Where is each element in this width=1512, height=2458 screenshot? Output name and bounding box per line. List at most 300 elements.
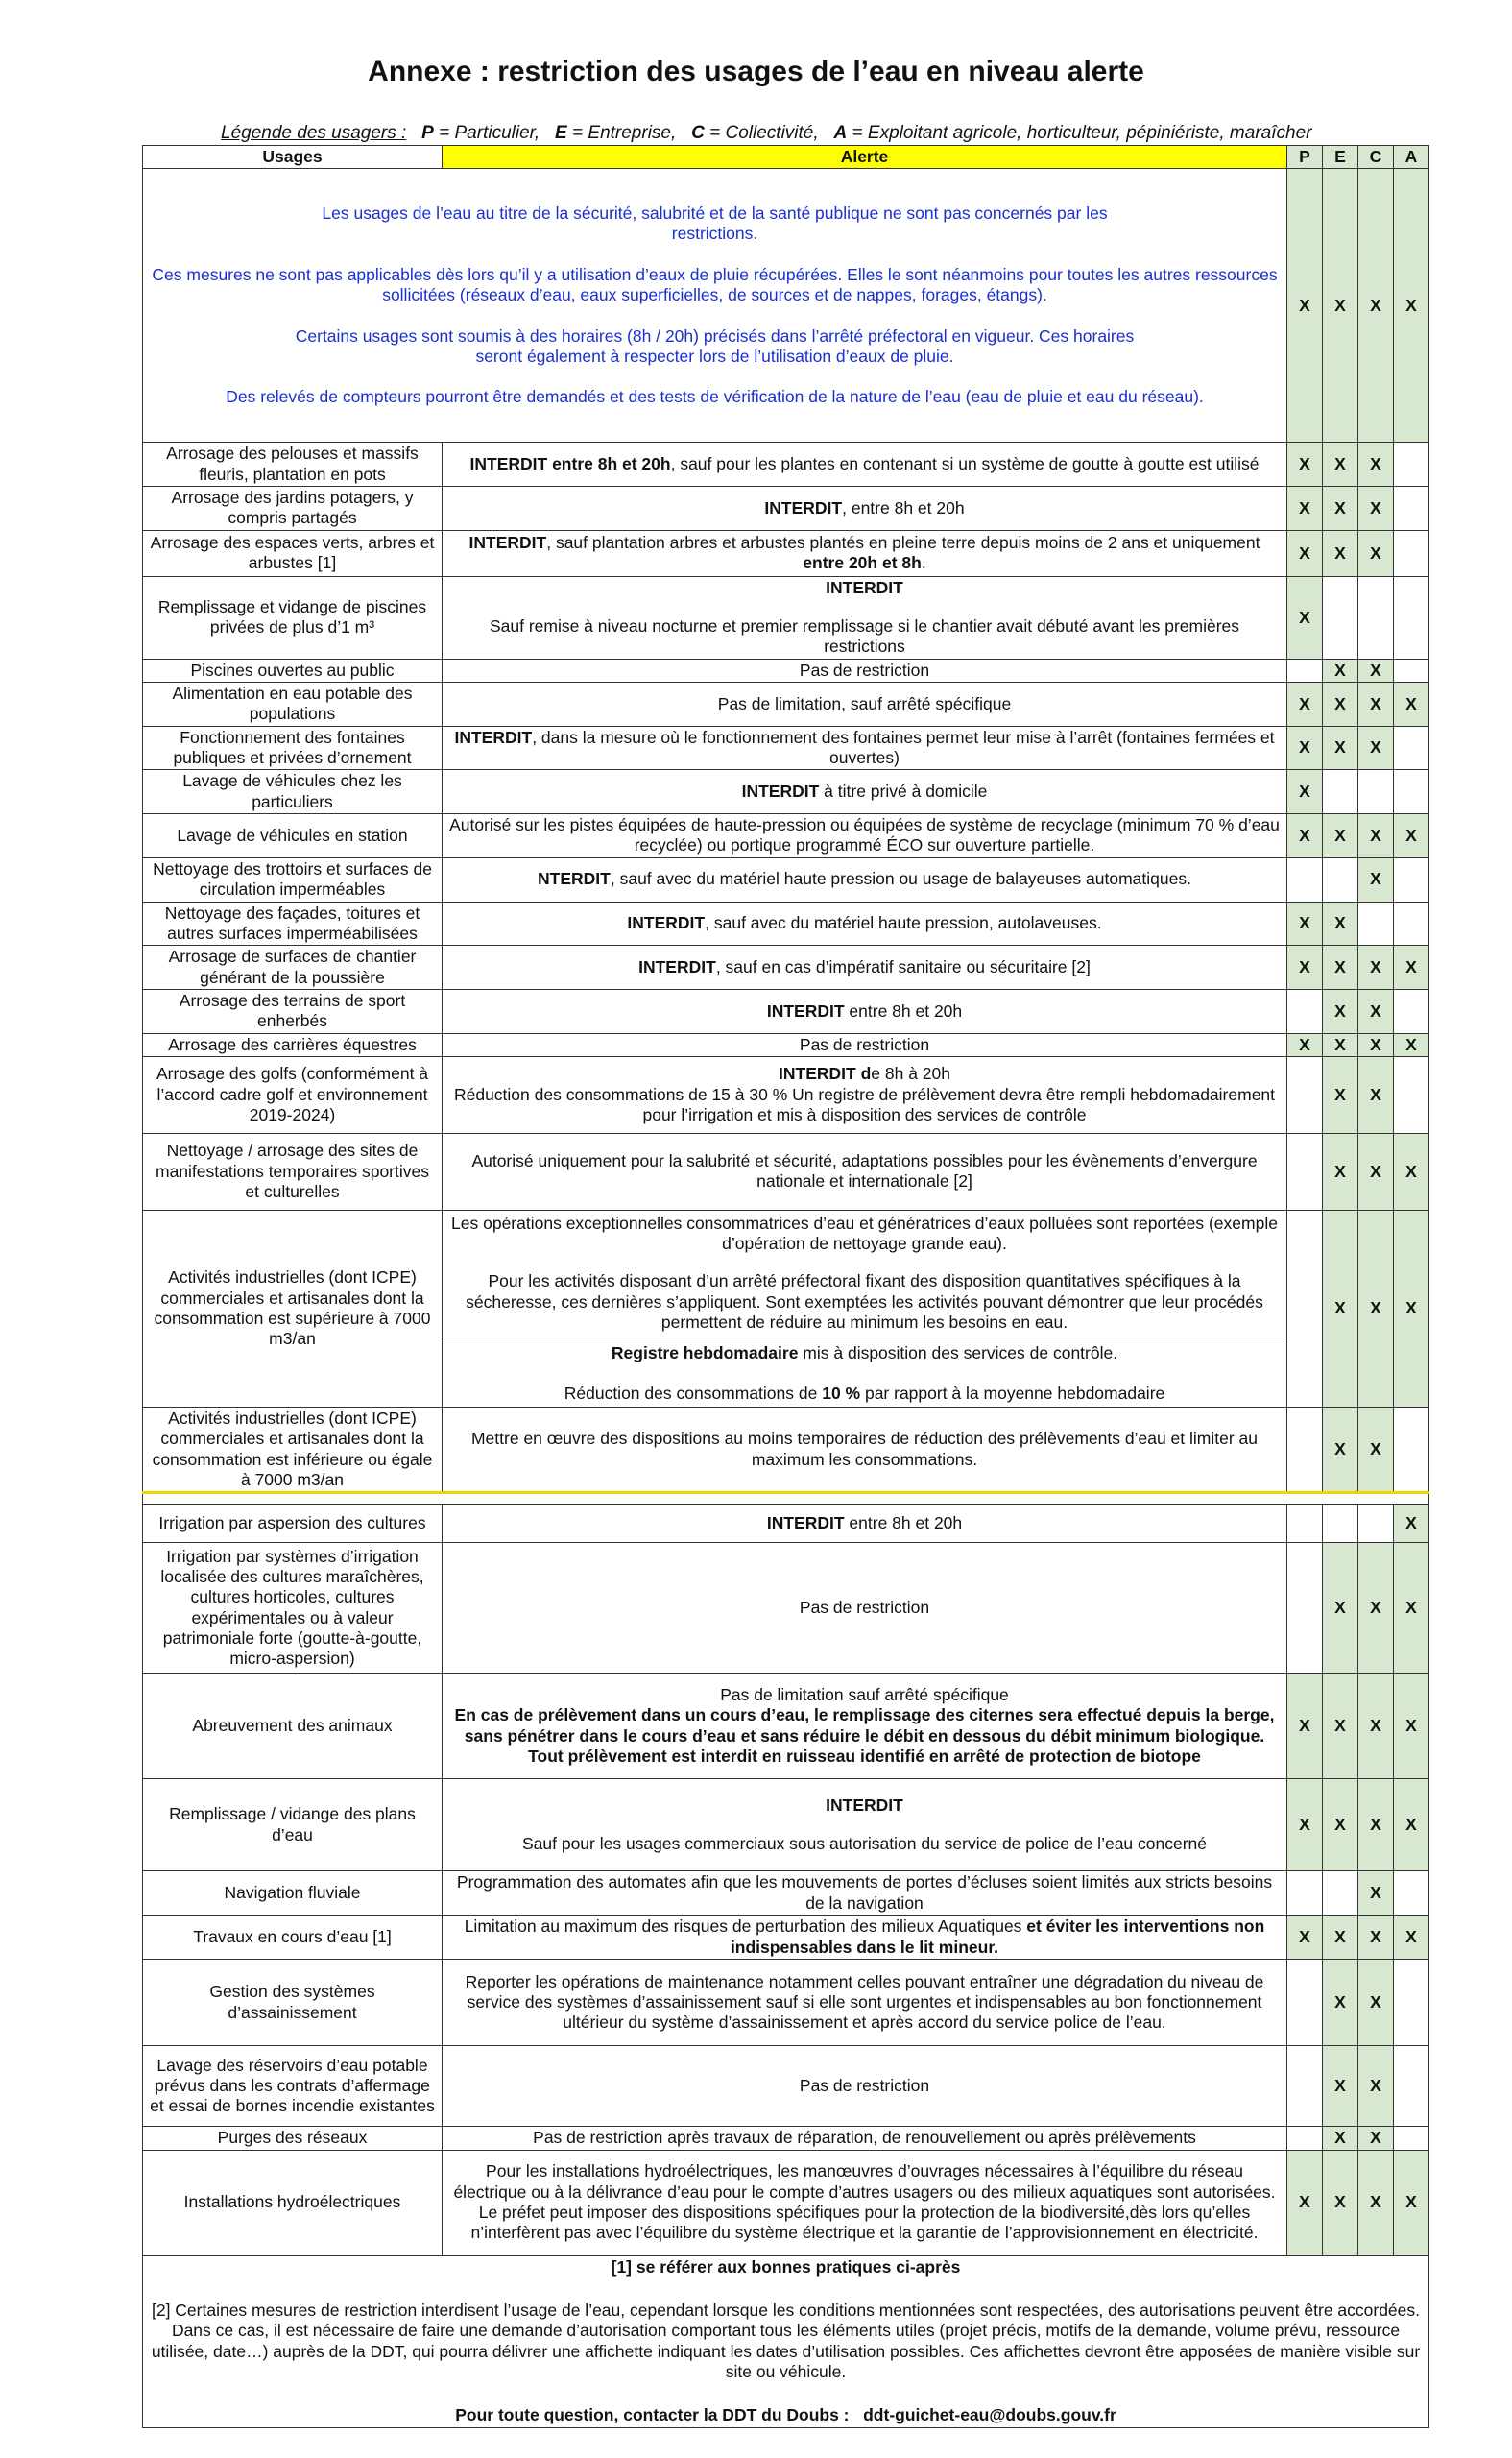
cell-c: X	[1358, 1133, 1394, 1210]
industry-small-row	[143, 1407, 1429, 1492]
table-row	[143, 1543, 1429, 1674]
measure-line	[447, 661, 1282, 681]
cell-a	[1394, 1960, 1429, 2046]
measure-line	[447, 1598, 1282, 1618]
measure-text: Pas de restriction après travaux de réparation, de renouvellement ou après prélèvements	[533, 2128, 1196, 2148]
measure-line	[447, 578, 1282, 598]
measure-text: , sauf plantation arbres et arbustes plantés en pleine terre depuis moins de 2 ans et uniquement	[546, 532, 1260, 552]
cell-p	[1287, 989, 1323, 1033]
cell-e: X	[1323, 1779, 1358, 1871]
table-row	[143, 726, 1429, 770]
measure-extra: Sauf pour les usages commerciaux sous autorisation du service de police de l’eau concerné	[521, 1833, 1208, 1853]
cell-p	[1287, 1133, 1323, 1210]
legend-text-e: = Entreprise,	[572, 123, 677, 143]
cell-a	[1394, 487, 1429, 531]
table-row	[143, 487, 1429, 531]
measure-line	[447, 1001, 1282, 1022]
cell-a	[1394, 857, 1429, 902]
measure-line	[447, 1795, 1282, 1816]
legend-text-c: = Collectivité,	[709, 123, 819, 143]
table-row	[143, 1871, 1429, 1916]
measure-text: Pour les installations hydroélectriques, les manœuvres d’ouvrages nécessaires à l’équilibre du réseau électrique ou à la délivrance d’eau pour le compte d’autres usagers ou des milieux aquatiques sont autorisées. Le préfet peut imposer des dispositions spécifiques pour la protection de la biodiversité,dès lors qu’elles n’interfèrent pas avec l’équilibre du système électrique et la garantie de l’approvisionnement en électricité.	[453, 2161, 1276, 2243]
cell-e: X	[1323, 1960, 1358, 2046]
cell-p: X	[1287, 2150, 1323, 2255]
measure-text: Pas de restriction	[799, 1034, 930, 1054]
table-row	[143, 1505, 1429, 1543]
cell-p: X	[1287, 946, 1323, 990]
measure-text: e 8h à 20h	[871, 1064, 950, 1084]
measure-text: Pas de limitation, sauf arrêté spécifique	[717, 693, 1012, 713]
usage-cell: Gestion des systèmes d’assainissement	[143, 1960, 443, 2046]
usage-cell: Piscines ouvertes au public	[143, 659, 443, 682]
intro-text	[143, 169, 1287, 443]
cell-a: X	[1394, 814, 1429, 858]
cell-p: X	[1287, 726, 1323, 770]
measure-text: Réduction des consommations de	[564, 1383, 823, 1403]
header-e: E	[1323, 146, 1358, 169]
usage-cell: Arrosage des pelouses et massifs fleuris, plantation en pots	[143, 443, 443, 487]
cell-e: X	[1323, 1674, 1358, 1779]
measure-cell	[443, 659, 1287, 682]
cell-a: X	[1394, 1674, 1429, 1779]
measure-text: entre 8h et 20h	[844, 1000, 963, 1021]
cell-e: X	[1323, 2150, 1358, 2255]
measure-text: Limitation au maximum des risques de perturbation des milieux Aquatiques	[464, 1916, 1027, 1937]
measure-bold-block: En cas de prélèvement dans un cours d’eau, le remplissage des citernes sera effectué depuis la berge, sans pénétrer dans le cours d’eau et sans réduire le débit en dessous du débit minimum biologique. Tout prélèvement est interdit en ruisseau identifié en arrêté de protection de biotope	[454, 1705, 1275, 1767]
measure-line	[447, 1872, 1282, 1914]
table-row	[143, 1133, 1429, 1210]
measure-bold: INTERDIT	[766, 1000, 845, 1021]
measure-bold: INTERDIT	[764, 497, 843, 518]
measure-line	[447, 694, 1282, 714]
usage-cell: Lavage de véhicules chez les particuliers	[143, 770, 443, 814]
measure-text: mis à disposition des services de contrôle.	[798, 1343, 1118, 1363]
cell-c: X	[1358, 487, 1394, 531]
cell-e: X	[1323, 530, 1358, 576]
footnote-1: [1] se référer aux bonnes pratiques ci-après	[611, 2256, 961, 2277]
measure-cell	[443, 946, 1287, 990]
industry-row	[143, 1210, 1429, 1407]
usage-cell: Abreuvement des animaux	[143, 1674, 443, 1779]
measure-cell	[443, 1674, 1287, 1779]
measure-line	[447, 1151, 1282, 1193]
cell-c: X	[1358, 857, 1394, 902]
cell-a: X	[1394, 1543, 1429, 1674]
cell-c	[1358, 902, 1394, 946]
table-separator	[143, 1493, 1429, 1505]
cell-e: X	[1323, 1033, 1358, 1056]
measure-bold: entre 20h et 8h	[803, 553, 922, 573]
measure-line	[447, 957, 1282, 977]
measure-text: à titre privé à domicile	[819, 782, 988, 802]
measure-bold: INTERDIT	[627, 913, 706, 933]
measure-extra: Sauf remise à niveau nocturne et premier remplissage si le chantier avait débuté avant les premières restrictions	[489, 615, 1240, 656]
measure-text: Pas de restriction	[799, 1598, 930, 1618]
cell-a: X	[1394, 683, 1429, 727]
cell-e: X	[1323, 2046, 1358, 2127]
cell-p: X	[1287, 576, 1323, 659]
usage-cell: Activités industrielles (dont ICPE) commerciales et artisanales dont la consommation est supérieure à 7000 m3/an	[143, 1210, 443, 1407]
contact-text: Pour toute question, contacter la DDT du Doubs :	[455, 2405, 850, 2425]
measure-line	[447, 1972, 1282, 2034]
measure-bold: INTERDIT	[638, 956, 716, 976]
measure-line	[447, 1064, 1282, 1084]
measure-line	[447, 913, 1282, 933]
legend-code-e: E	[555, 123, 567, 143]
measure-text: Autorisé uniquement pour la salubrité et sécurité, adaptations possibles pour les évènements d’envergure nationale et internationale [2]	[471, 1151, 1258, 1192]
cell-e: X	[1323, 1407, 1358, 1492]
cell-c: X	[1358, 1960, 1394, 2046]
table-row	[143, 770, 1429, 814]
table-row	[143, 1916, 1429, 1960]
cell-p: X	[1287, 1779, 1323, 1871]
measure-cell	[443, 770, 1287, 814]
cell-c: X	[1358, 443, 1394, 487]
measure-bold: et éviter les interventions non indispensables dans le lit mineur.	[730, 1916, 1265, 1957]
cell-a	[1394, 576, 1429, 659]
measure-line	[447, 1035, 1282, 1055]
measure-line	[447, 869, 1282, 889]
cell-a: X	[1394, 2150, 1429, 2255]
measure-bold: INTERDIT	[741, 782, 820, 802]
legend-code-c: C	[691, 123, 705, 143]
usage-cell: Activités industrielles (dont ICPE) commerciales et artisanales dont la consommation est inférieure ou égale à 7000 m3/an	[143, 1407, 443, 1492]
measure-cell	[443, 1133, 1287, 1210]
measure-cell	[443, 1960, 1287, 2046]
cell-e: X	[1323, 902, 1358, 946]
cell-c: X	[1358, 1056, 1394, 1133]
footnote-2: [2] Certaines mesures de restriction interdisent l’usage de l’eau, cependant lorsque les conditions mentionnées sont respectées, des autorisations peuvent être accordées. Dans ce cas, il est nécessaire de faire une demande d’autorisation comportant tous les éléments utiles (projet précis, motifs de la demande, volume prévu, ressource utilisée, date…) auprès de la DDT, qui pourra délivrer une affichette indiquant les dates d’utilisation possibles. Ces affichettes devront être apposées de manière visible sur site ou véhicule.	[151, 2300, 1421, 2381]
legend	[221, 123, 1373, 144]
table-row	[143, 659, 1429, 682]
measure-text: , sauf en cas d’impératif sanitaire ou sécuritaire [2]	[715, 956, 1091, 976]
measure-bold: INTERDIT	[826, 1795, 903, 1816]
cell-a: X	[1394, 1210, 1429, 1407]
cell-c: X	[1358, 989, 1394, 1033]
measure-cell	[443, 2046, 1287, 2127]
cell-p: X	[1287, 487, 1323, 531]
measure-line	[447, 498, 1282, 518]
usage-cell: Nettoyage des façades, toitures et autres surfaces imperméabilisées	[143, 902, 443, 946]
usage-cell: Arrosage de surfaces de chantier générant de la poussière	[143, 946, 443, 990]
cell-e	[1323, 857, 1358, 902]
cell-c	[1358, 770, 1394, 814]
usage-cell: Fonctionnement des fontaines publiques et privées d’ornement	[143, 726, 443, 770]
cell-e: X	[1323, 814, 1358, 858]
cell-p	[1287, 1210, 1323, 1407]
table-row	[143, 1033, 1429, 1056]
cell-a: X	[1394, 1779, 1429, 1871]
cell-c: X	[1358, 726, 1394, 770]
cell-a	[1394, 2127, 1429, 2150]
measure-cell	[443, 1871, 1287, 1916]
cell-a	[1394, 1871, 1429, 1916]
cell-p: X	[1287, 443, 1323, 487]
table-row	[143, 530, 1429, 576]
cell-c: X	[1358, 169, 1394, 443]
intro-paragraph: Certains usages sont soumis à des horaires (8h / 20h) précisés dans l’arrêté préfectoral en vigueur. Ces horaires seront également à respecter lors de l’utilisation d’eaux de pluie.	[295, 325, 1135, 366]
measure-bold: INTERDIT	[468, 532, 547, 552]
header-a: A	[1394, 146, 1429, 169]
table-row	[143, 576, 1429, 659]
cell-p	[1287, 1543, 1323, 1674]
header-p: P	[1287, 146, 1323, 169]
cell-e: X	[1323, 169, 1358, 443]
measure-cell	[443, 726, 1287, 770]
measure-text: par rapport à la moyenne hebdomadaire	[860, 1383, 1165, 1403]
cell-c: X	[1358, 1543, 1394, 1674]
usage-cell: Remplissage et vidange de piscines privées de plus d’1 m³	[143, 576, 443, 659]
cell-p: X	[1287, 169, 1323, 443]
usage-cell: Installations hydroélectriques	[143, 2150, 443, 2255]
intro-paragraph: Les usages de l’eau au titre de la sécurité, salubrité et de la santé publique ne sont pas concernés par les restrictions.	[322, 204, 1108, 244]
cell-a: X	[1394, 1916, 1429, 1960]
cell-e: X	[1323, 946, 1358, 990]
measure-text: Programmation des automates afin que les mouvements de portes d’écluses soient limités aux stricts besoins de la navigation	[456, 1872, 1273, 1913]
measure-cell: Mettre en œuvre des dispositions au moins temporaires de réduction des prélèvements d’eau et limiter au maximum les consommations.	[443, 1407, 1287, 1492]
cell-c: X	[1358, 1674, 1394, 1779]
table-row	[143, 814, 1429, 858]
measure-line	[447, 782, 1282, 802]
usage-cell: Nettoyage des trottoirs et surfaces de circulation imperméables	[143, 857, 443, 902]
cell-p: X	[1287, 1674, 1323, 1779]
measure-text: Autorisé sur les pistes équipées de haute-pression ou équipées de système de recyclage (minimum 70 % d’eau recyclée) ou portique programmé ÉCO sur ouverture partielle.	[449, 815, 1280, 855]
measure-cell	[443, 2127, 1287, 2150]
measure-line	[447, 728, 1282, 769]
cell-a: X	[1394, 1033, 1429, 1056]
table-row	[143, 443, 1429, 487]
measure-text: Reporter les opérations de maintenance notamment celles pouvant entraîner une dégradation du niveau de service des systèmes d’assainissement sauf si elle sont urgentes et indispensables au bon fonctionnement ultérieur du système d’assainissement et après accord du service police de l’eau.	[465, 1971, 1264, 2033]
usage-cell: Arrosage des terrains de sport enherbés	[143, 989, 443, 1033]
usage-cell: Nettoyage / arrosage des sites de manifestations temporaires sportives et culturelles	[143, 1133, 443, 1210]
measure-bold: INTERDIT	[826, 578, 903, 598]
cell-a: X	[1394, 1505, 1429, 1543]
cell-e: X	[1323, 1056, 1358, 1133]
usage-cell: Arrosage des jardins potagers, y compris partagés	[143, 487, 443, 531]
cell-c: X	[1358, 1210, 1394, 1407]
usage-cell: Irrigation par systèmes d’irrigation localisée des cultures maraîchères, cultures horticoles, cultures expérimentales ou à valeur patrimoniale forte (goutte-à-goutte, micro-aspersion)	[143, 1543, 443, 1674]
cell-c: X	[1358, 814, 1394, 858]
table-row	[143, 1960, 1429, 2046]
measure-text: , entre 8h et 20h	[842, 497, 965, 518]
cell-e: X	[1323, 1210, 1358, 1407]
usage-cell: Arrosage des carrières équestres	[143, 1033, 443, 1056]
legend-text-a: = Exploitant agricole, horticulteur, pépiniériste, maraîcher	[852, 123, 1312, 143]
measure-bold: NTERDIT	[538, 869, 611, 889]
cell-a	[1394, 989, 1429, 1033]
measure-bold: 10 %	[822, 1383, 861, 1403]
cell-a	[1394, 2046, 1429, 2127]
measure-line	[447, 1685, 1282, 1705]
table-row	[143, 2150, 1429, 2255]
cell-e	[1323, 770, 1358, 814]
cell-p: X	[1287, 814, 1323, 858]
measure-bold: INTERDIT entre 8h et 20h	[469, 454, 671, 474]
measure-extra: Réduction des consommations de 15 à 30 % Un registre de prélèvement devra être rempli hebdomadairement pour l’irrigation et mis à disposition des services de contrôle	[453, 1084, 1276, 1125]
cell-c: X	[1358, 1871, 1394, 1916]
table-row	[143, 1674, 1429, 1779]
cell-c: X	[1358, 946, 1394, 990]
legend-code-a: A	[833, 123, 848, 143]
measure-cell	[443, 857, 1287, 902]
cell-c: X	[1358, 1779, 1394, 1871]
measure-cell	[443, 1033, 1287, 1056]
cell-c: X	[1358, 1407, 1394, 1492]
measure-cell	[443, 1543, 1287, 1674]
cell-a	[1394, 726, 1429, 770]
cell-c: X	[1358, 2127, 1394, 2150]
cell-a: X	[1394, 1133, 1429, 1210]
measure-line	[447, 815, 1282, 856]
contact-email[interactable]: ddt-guichet-eau@doubs.gouv.fr	[863, 2405, 1116, 2425]
table-row	[143, 946, 1429, 990]
cell-p: X	[1287, 1033, 1323, 1056]
measure-subcell	[443, 1337, 1286, 1404]
measure-text: , dans la mesure où le fonctionnement des fontaines permet leur mise à l’arrêt (fontaines fermées et ouvertes)	[532, 727, 1275, 768]
cell-p	[1287, 1505, 1323, 1543]
table-row	[143, 1056, 1429, 1133]
cell-c	[1358, 1505, 1394, 1543]
cell-a: X	[1394, 169, 1429, 443]
cell-c: X	[1358, 1033, 1394, 1056]
cell-e	[1323, 576, 1358, 659]
cell-a	[1394, 530, 1429, 576]
header-alerte: Alerte	[443, 146, 1287, 169]
cell-e: X	[1323, 1543, 1358, 1674]
cell-p	[1287, 1407, 1323, 1492]
cell-c: X	[1358, 659, 1394, 682]
cell-c: X	[1358, 1916, 1394, 1960]
restrictions-table	[142, 145, 1429, 2428]
measure-text: , sauf avec du matériel haute pression ou usage de balayeuses automatiques.	[610, 869, 1191, 889]
measure-bold: INTERDIT	[766, 1513, 845, 1533]
cell-e	[1323, 1505, 1358, 1543]
cell-e: X	[1323, 659, 1358, 682]
measure-text: Pas de limitation sauf arrêté spécifique	[720, 1685, 1009, 1705]
usage-cell: Navigation fluviale	[143, 1871, 443, 1916]
cell-a	[1394, 770, 1429, 814]
measure-text: .	[921, 553, 926, 573]
legend-label: Légende des usagers :	[221, 123, 407, 143]
cell-c: X	[1358, 2046, 1394, 2127]
cell-a	[1394, 902, 1429, 946]
cell-e: X	[1323, 2127, 1358, 2150]
usage-cell: Purges des réseaux	[143, 2127, 443, 2150]
legend-code-p: P	[421, 123, 434, 143]
measure-line	[447, 533, 1282, 574]
header-c: C	[1358, 146, 1394, 169]
table-row	[143, 857, 1429, 902]
usage-cell: Lavage des réservoirs d’eau potable prévus dans les contrats d’affermage et essai de bornes incendie existantes	[143, 2046, 443, 2127]
usage-cell: Remplissage / vidange des plans d’eau	[143, 1779, 443, 1871]
cell-a	[1394, 443, 1429, 487]
measure-cell	[443, 683, 1287, 727]
measure-cell	[443, 902, 1287, 946]
cell-p	[1287, 659, 1323, 682]
cell-e: X	[1323, 683, 1358, 727]
table-row	[143, 1779, 1429, 1871]
measure-cell	[443, 814, 1287, 858]
cell-a	[1394, 659, 1429, 682]
measure-line	[447, 1513, 1282, 1533]
page-title: Annexe : restriction des usages de l’eau en niveau alerte	[368, 56, 1144, 87]
usage-cell: Irrigation par aspersion des cultures	[143, 1505, 443, 1543]
measure-cell	[443, 1505, 1287, 1543]
footer-row	[143, 2255, 1429, 2427]
cell-p: X	[1287, 683, 1323, 727]
intro-paragraph: Ces mesures ne sont pas applicables dès lors qu’il y a utilisation d’eaux de pluie récupérées. Elles le sont néanmoins pour toutes les autres ressources sollicitées (réseaux d’eau, eaux superficielles, de sources et de nappes, forages, étangs).	[152, 264, 1278, 305]
usage-cell: Travaux en cours d’eau [1]	[143, 1916, 443, 1960]
measure-line	[447, 1916, 1282, 1958]
usage-cell: Alimentation en eau potable des populations	[143, 683, 443, 727]
cell-e: X	[1323, 1133, 1358, 1210]
cell-c: X	[1358, 2150, 1394, 2255]
cell-p: X	[1287, 530, 1323, 576]
cell-p: X	[1287, 1916, 1323, 1960]
usage-cell: Lavage de véhicules en station	[143, 814, 443, 858]
measure-cell	[443, 530, 1287, 576]
cell-e: X	[1323, 726, 1358, 770]
cell-e: X	[1323, 989, 1358, 1033]
measure-cell	[443, 1779, 1287, 1871]
intro-row	[143, 169, 1429, 443]
legend-text-p: = Particulier,	[439, 123, 540, 143]
measure-text: entre 8h et 20h	[844, 1513, 963, 1533]
intro-paragraph: Des relevés de compteurs pourront être demandés et des tests de vérification de la nature de l’eau (eau de pluie et eau du réseau).	[226, 387, 1204, 407]
measure-text: Les opérations exceptionnelles consommatrices d’eau et génératrices d’eaux polluées sont reportées (exemple d’opération de nettoyage grande eau).	[451, 1213, 1278, 1254]
measure-cell	[443, 487, 1287, 531]
cell-e	[1323, 1871, 1358, 1916]
cell-e: X	[1323, 487, 1358, 531]
usage-cell: Arrosage des golfs (conformément à l’accord cadre golf et environnement 2019-2024)	[143, 1056, 443, 1133]
cell-p	[1287, 857, 1323, 902]
header-usages: Usages	[143, 146, 443, 169]
table-row	[143, 2046, 1429, 2127]
measure-text: Pour les activités disposant d’un arrêté préfectoral fixant des disposition quantitatives spécifiques à la sécheresse, ces dernières s’appliquent. Sont exemptées les activités pouvant démontrer que leur procédés permettent de réduire au minimum les besoins en eau.	[466, 1271, 1263, 1333]
measure-text: , sauf avec du matériel haute pression, autolaveuses.	[705, 913, 1102, 933]
footer-cell	[143, 2255, 1429, 2427]
cell-p	[1287, 2046, 1323, 2127]
table-row	[143, 683, 1429, 727]
cell-e: X	[1323, 1916, 1358, 1960]
measure-text: Pas de restriction	[799, 2076, 930, 2096]
measure-line	[447, 2161, 1282, 2243]
measure-line	[447, 2128, 1282, 2148]
table-header-row	[143, 146, 1429, 169]
cell-a	[1394, 1056, 1429, 1133]
table-row	[143, 989, 1429, 1033]
measure-cell	[443, 576, 1287, 659]
measure-bold: Registre hebdomadaire	[611, 1343, 799, 1363]
measure-bold: INTERDIT d	[779, 1064, 872, 1084]
measure-cell	[443, 443, 1287, 487]
cell-a: X	[1394, 946, 1429, 990]
cell-p	[1287, 2127, 1323, 2150]
measure-line	[447, 454, 1282, 474]
contact-line	[148, 2405, 1424, 2425]
cell-p: X	[1287, 770, 1323, 814]
cell-p	[1287, 1871, 1323, 1916]
cell-c	[1358, 576, 1394, 659]
measure-bold: INTERDIT	[454, 727, 533, 747]
usage-cell: Arrosage des espaces verts, arbres et arbustes [1]	[143, 530, 443, 576]
measure-text: Pas de restriction	[799, 660, 930, 680]
cell-e: X	[1323, 443, 1358, 487]
table-row	[143, 2127, 1429, 2150]
cell-c: X	[1358, 683, 1394, 727]
cell-p	[1287, 1960, 1323, 2046]
cell-p	[1287, 1056, 1323, 1133]
